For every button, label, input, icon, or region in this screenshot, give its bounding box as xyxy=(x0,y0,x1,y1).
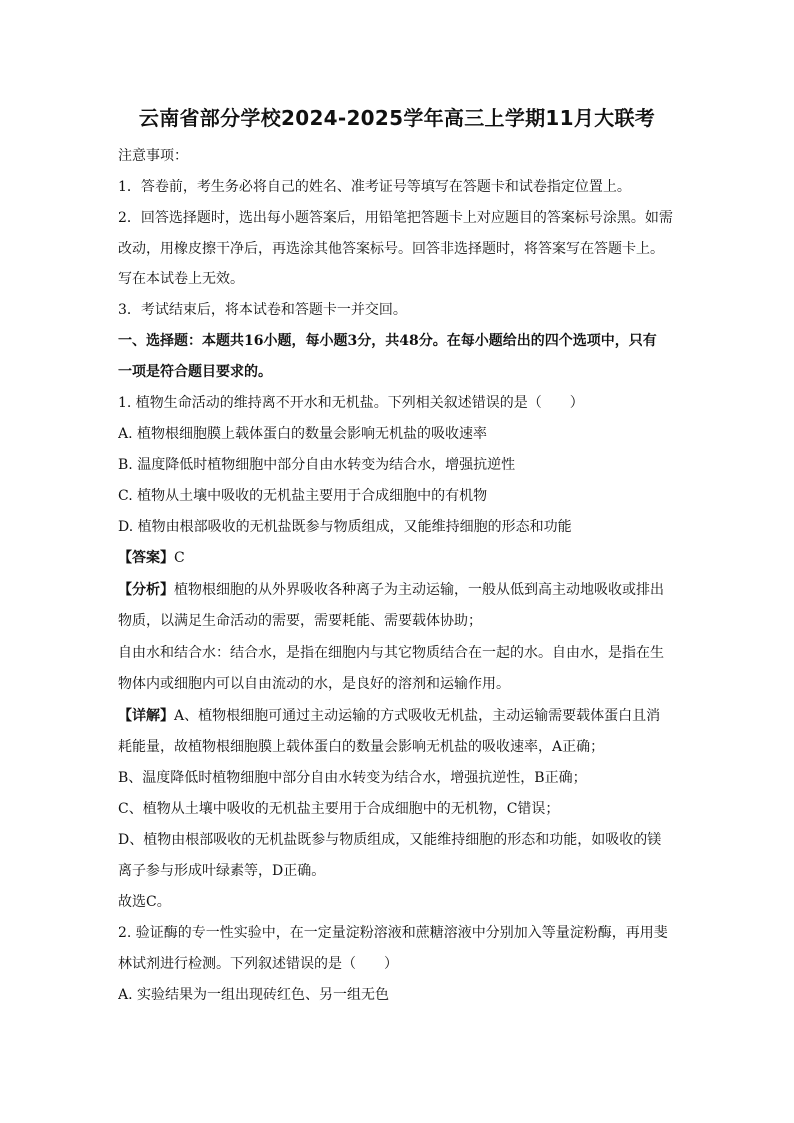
detail-text: B、温度降低时植物细胞中部分自由水转变为结合水，增强抗逆性，B正确； xyxy=(118,770,587,786)
answer-line xyxy=(118,548,678,568)
notice-heading: 注意事项： xyxy=(118,148,188,164)
analysis-text: 物质，以满足生命活动的需要，需要耗能、需要载体协助； xyxy=(118,613,482,629)
detail-text: A、植物根细胞可通过主动运输的方式吸收无机盐，主动运输需要载体蛋白且消 xyxy=(174,708,661,724)
analysis-text: 自由水和结合水：结合水，是指在细胞内与其它物质结合在一起的水。自由水，是指在生 xyxy=(118,645,664,661)
section-heading: 一、选择题：本题共16小题，每小题3分，共48分。在每小题给出的四个选项中，只有 xyxy=(118,333,657,349)
question-stem: 2. 验证酶的专一性实验中，在一定量淀粉溶液和蔗糖溶液中分别加入等量淀粉酶，再用斐 xyxy=(118,925,668,941)
detail-tag: 【详解】 xyxy=(118,708,174,724)
option-d: D. 植物由根部吸收的无机盐既参与物质组成，又能维持细胞的形态和功能 xyxy=(118,519,572,535)
page-title: 云南省部分学校2024-2025学年高三上学期11月大联考 xyxy=(138,106,656,130)
notice-item: 改动，用橡皮擦干净后，再选涂其他答案标号。回答非选择题时，将答案写在答题卡上。 xyxy=(118,241,664,257)
question-stem: 1. 植物生命活动的维持离不开水和无机盐。下列相关叙述错误的是（ ） xyxy=(118,395,584,411)
answer-tag: 【答案】 xyxy=(118,550,174,566)
analysis-tag: 【分析】 xyxy=(118,582,174,598)
answer-value: C xyxy=(174,550,185,566)
option-a: A. 实验结果为一组出现砖红色、另一组无色 xyxy=(118,987,390,1003)
detail-text: C、植物从土壤中吸收的无机盐主要用于合成细胞中的无机物，C错误； xyxy=(118,801,560,817)
detail-text: 离子参与形成叶绿素等，D正确。 xyxy=(118,863,326,879)
detail-text: 故选C。 xyxy=(118,894,171,910)
detail-text: D、植物由根部吸收的无机盐既参与物质组成，又能维持细胞的形态和功能，如吸收的镁 xyxy=(118,832,662,848)
detail-line xyxy=(118,706,678,726)
section-heading: 一项是符合题目要求的。 xyxy=(118,364,272,380)
detail-text: 耗能量，故植物根细胞膜上载体蛋白的数量会影响无机盐的吸收速率，A正确； xyxy=(118,739,605,755)
option-a: A. 植物根细胞膜上载体蛋白的数量会影响无机盐的吸收速率 xyxy=(118,426,488,442)
option-c: C. 植物从土壤中吸收的无机盐主要用于合成细胞中的有机物 xyxy=(118,488,488,504)
analysis-text: 植物根细胞的从外界吸收各种离子为主动运输，一般从低到高主动地吸收或排出 xyxy=(174,582,664,598)
analysis-text: 物体内或细胞内可以自由流动的水，是良好的溶剂和运输作用。 xyxy=(118,676,510,692)
notice-item: 3．考试结束后，将本试卷和答题卡一并交回。 xyxy=(118,302,407,318)
notice-item: 1．答卷前，考生务必将自己的姓名、准考证号等填写在答题卡和试卷指定位置上。 xyxy=(118,179,631,195)
option-b: B. 温度降低时植物细胞中部分自由水转变为结合水，增强抗逆性 xyxy=(118,457,516,473)
analysis-line xyxy=(118,580,678,600)
notice-item: 2．回答选择题时，选出每小题答案后，用铅笔把答题卡上对应题目的答案标号涂黑。如需 xyxy=(118,210,673,226)
notice-item: 写在本试卷上无效。 xyxy=(118,271,244,287)
question-stem: 林试剂进行检测。下列叙述错误的是（ ） xyxy=(118,956,398,972)
